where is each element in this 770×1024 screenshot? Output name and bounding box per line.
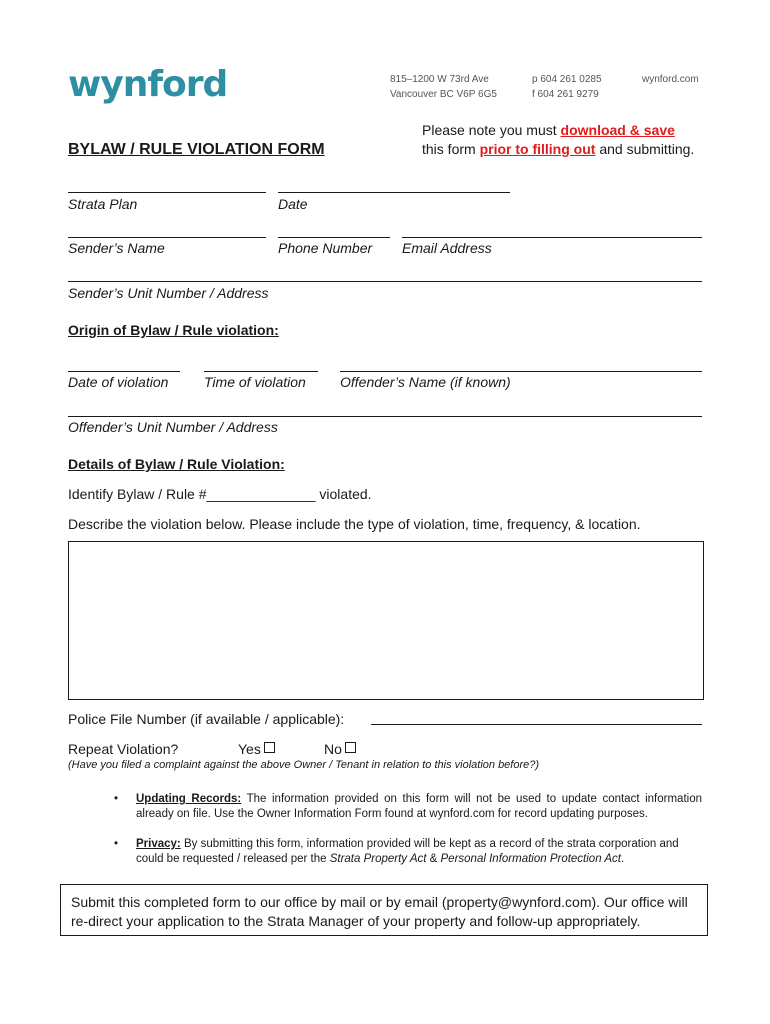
repeat-yes-label: Yes [238,741,261,757]
date-of-violation-label: Date of violation [68,374,169,390]
time-of-violation-field[interactable] [204,371,318,372]
website-link[interactable]: wynford.com [642,74,699,85]
identify-rule-text: Identify Bylaw / Rule #______________ violated. [68,486,372,502]
email-address-field[interactable] [402,237,702,238]
offenders-unit-label: Offender’s Unit Number / Address [68,419,278,435]
bullet-dot-icon: • [114,838,119,850]
repeat-no-label: No [324,741,342,757]
privacy-text: By submitting this form, information provided will be kept as a record of the strata corporation and could be requested / released per the [136,838,679,865]
yes-checkbox[interactable] [264,742,275,753]
police-file-field[interactable] [371,724,702,725]
office-address [390,72,497,102]
repeat-no-option[interactable] [324,741,356,757]
email-address-label: Email Address [402,240,492,256]
phone-number-field[interactable] [278,237,390,238]
address-line-2: Vancouver BC V6P 6G5 [390,89,497,100]
offenders-name-field[interactable] [340,371,702,372]
pipa-act: Personal Information Protection Act [440,853,621,865]
senders-name-label: Sender’s Name [68,240,165,256]
note-prior-filling: prior to filling out [479,141,596,157]
privacy-end: . [620,853,625,865]
bullet-dot-icon: • [114,793,119,805]
origin-heading: Origin of Bylaw / Rule violation: [68,322,279,338]
describe-instruction: Describe the violation below. Please include the type of violation, time, frequency, & location. [68,516,641,532]
submit-instructions-box: Submit this completed form to our office by mail or by email (property@wynford.com). Our office will re-direct your application to the Strata Manager of your property and follow-up appropriately. [60,884,708,936]
senders-unit-field[interactable] [68,281,702,282]
note-prefix: Please note you must [422,122,561,138]
police-file-label: Police File Number (if available / applicable): [68,711,345,727]
details-heading: Details of Bylaw / Rule Violation: [68,456,285,472]
offenders-unit-field[interactable] [68,416,702,417]
fax-number-text: f 604 261 9279 [532,89,599,100]
phone-number-text: p 604 261 0285 [532,74,602,85]
repeat-violation-label: Repeat Violation? [68,741,179,757]
repeat-yes-option[interactable] [238,741,275,757]
updating-records-bullet [114,792,702,822]
office-contact [532,72,602,102]
offenders-name-label: Offender’s Name (if known) [340,374,511,390]
form-title: BYLAW / RULE VIOLATION FORM [68,141,325,158]
updating-records-label: Updating Records: [136,793,242,805]
no-checkbox[interactable] [345,742,356,753]
time-of-violation-label: Time of violation [204,374,306,390]
wynford-logo: wynford [68,64,228,105]
address-line-1: 815–1200 W 73rd Ave [390,74,489,85]
date-of-violation-field[interactable] [68,371,180,372]
strata-plan-label: Strata Plan [68,196,138,212]
date-label: Date [278,196,308,212]
violation-description-textarea[interactable] [68,541,704,700]
senders-name-field[interactable] [68,237,266,238]
strata-plan-field[interactable] [68,192,266,193]
updating-records-text: The information provided on this form will not be used to update contact information already on file. Use the Owner Information Form found at wynford.com for record updating purposes. [136,793,702,820]
strata-property-act: Strata Property Act [329,853,427,865]
note-suffix: and submitting. [595,141,695,157]
privacy-label: Privacy: [136,838,181,850]
note-download-save: download & save [560,122,675,138]
privacy-amp: & [426,853,441,865]
privacy-bullet [114,837,702,867]
senders-unit-label: Sender’s Unit Number / Address [68,285,269,301]
note-line2-prefix: this form [422,141,480,157]
repeat-violation-note: (Have you filed a complaint against the above Owner / Tenant in relation to this violation before?) [68,759,540,771]
date-field[interactable] [278,192,510,193]
download-note [422,121,694,159]
phone-number-label: Phone Number [278,240,373,256]
